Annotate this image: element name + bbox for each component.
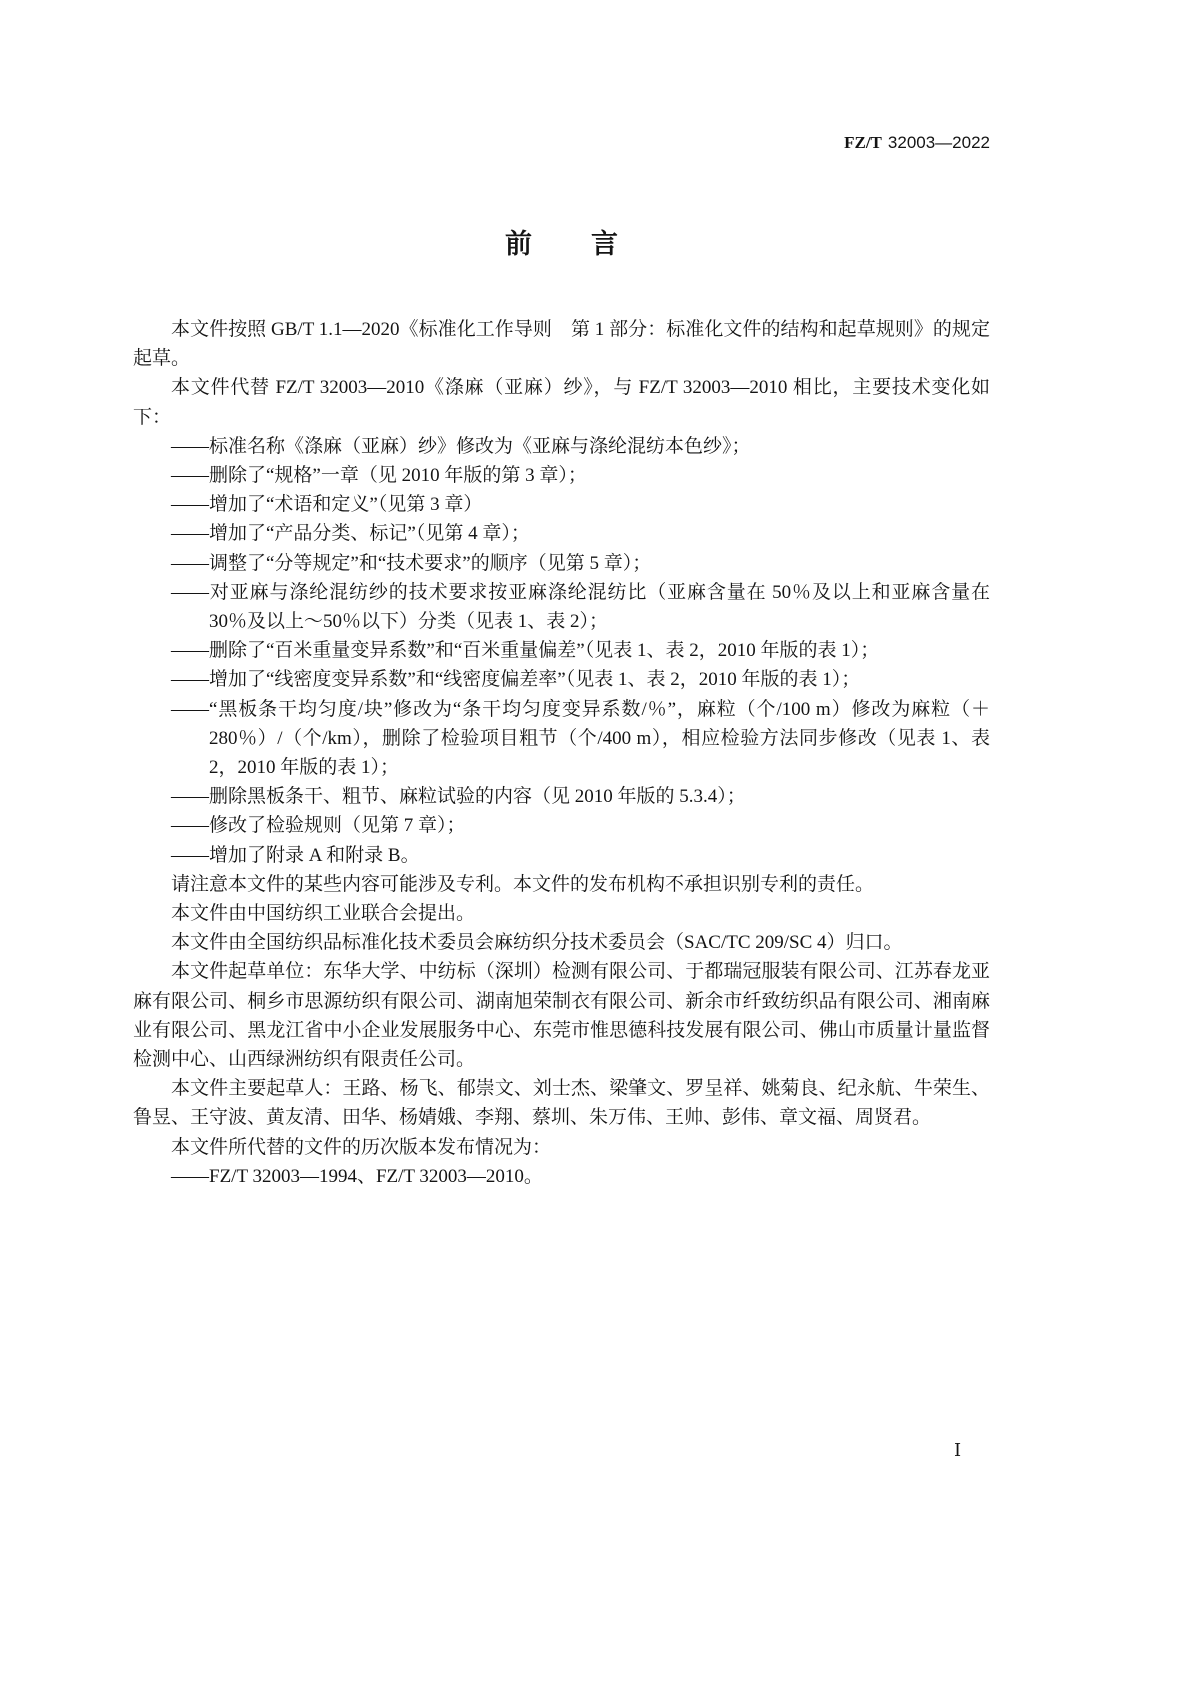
foreword-title: 前 言 [505,229,634,260]
change-item: ——增加了“产品分类、标记”（见第 4 章）； [171,523,530,545]
history-intro: 本文件所代替的文件的历次版本发布情况为： [171,1136,552,1158]
doc-code-number: 32003—2022 [887,133,990,152]
change-item: ——增加了附录 A 和附录 B。 [171,844,420,866]
change-item: ——标准名称《涤麻（亚麻）纱》修改为《亚麻与涤纶混纺本色纱》； [171,435,751,457]
drafting-organizations: 本文件起草单位：东华大学、中纺标（深圳）检测有限公司、于都瑞冠服装有限公司、江苏春龙亚麻有限公司、桐乡市思源纺织有限公司、湖南旭荣制衣有限公司、新余市纤致纺织品有限公司、湘南麻业有限公司、黑龙江省中小企业发展服务中心、东莞市惟思德科技发展有限公司、佛山市质量计量监督检测中心、山西绿洲纺织有限责任公司。 [133,961,990,1071]
change-item: ——增加了“线密度变异系数”和“线密度偏差率”（见表 1、表 2，2010 年版的表 1）； [171,669,861,691]
change-item: ——对亚麻与涤纶混纺纱的技术要求按亚麻涤纶混纺比（亚麻含量在 50％及以上和亚麻含量在 30％及以上～50％以下）分类（见表 1、表 2）； [171,581,990,633]
change-item: ——修改了检验规则（见第 7 章）； [171,815,466,837]
history-item: ——FZ/T 32003—1994、FZ/T 32003—2010。 [171,1165,543,1187]
proposer-statement: 本文件由中国纺织工业联合会提出。 [171,903,476,925]
committee-statement: 本文件由全国纺织品标准化技术委员会麻纺织分技术委员会（SAC/TC 209/SC 4）归口。 [171,932,903,954]
intro-paragraph: 本文件代替 FZ/T 32003—2010《涤麻（亚麻）纱》，与 FZ/T 32003—2010 相比，主要技术变化如下： [133,377,990,428]
change-item: ——删除了“规格”一章（见 2010 年版的第 3 章）； [171,465,587,487]
change-item: ——增加了“术语和定义”（见第 3 章） [171,494,483,516]
change-item: ——删除黑板条干、粗节、麻粒试验的内容（见 2010 年版的 5.3.4）； [171,786,746,808]
change-item: ——“黑板条干均匀度/块”修改为“条干均匀度变异系数/％”，麻粒（个/100 m）修改为麻粒（＋280％）/（个/km），删除了检验项目粗节（个/400 m），相应检验方法同步修改（见表 1、表 2，2010 年版的表 1）； [171,698,990,779]
change-item: ——删除了“百米重量变异系数”和“百米重量偏差”（见表 1、表 2，2010 年版的表 1）； [171,640,880,662]
page-number: Ⅰ [954,1440,962,1460]
patent-notice: 请注意本文件的某些内容可能涉及专利。本文件的发布机构不承担识别专利的责任。 [171,873,875,895]
page-header [844,132,990,154]
foreword-body [133,315,990,1191]
intro-paragraph: 本文件按照 GB/T 1.1—2020《标准化工作导则 第 1 部分：标准化文件的结构和起草规则》的规定起草。 [133,319,990,370]
change-item: ——调整了“分等规定”和“技术要求”的顺序（见第 5 章）； [171,552,652,574]
doc-code-prefix: FZ/T [844,133,882,152]
drafters-list: 本文件主要起草人：王路、杨飞、郁崇文、刘士杰、梁肇文、罗呈祥、姚菊良、纪永航、牛荣生、鲁昱、王守波、黄友清、田华、杨婧娥、李翔、蔡圳、朱万伟、王帅、彭伟、章文福、周贤君。 [133,1078,990,1129]
